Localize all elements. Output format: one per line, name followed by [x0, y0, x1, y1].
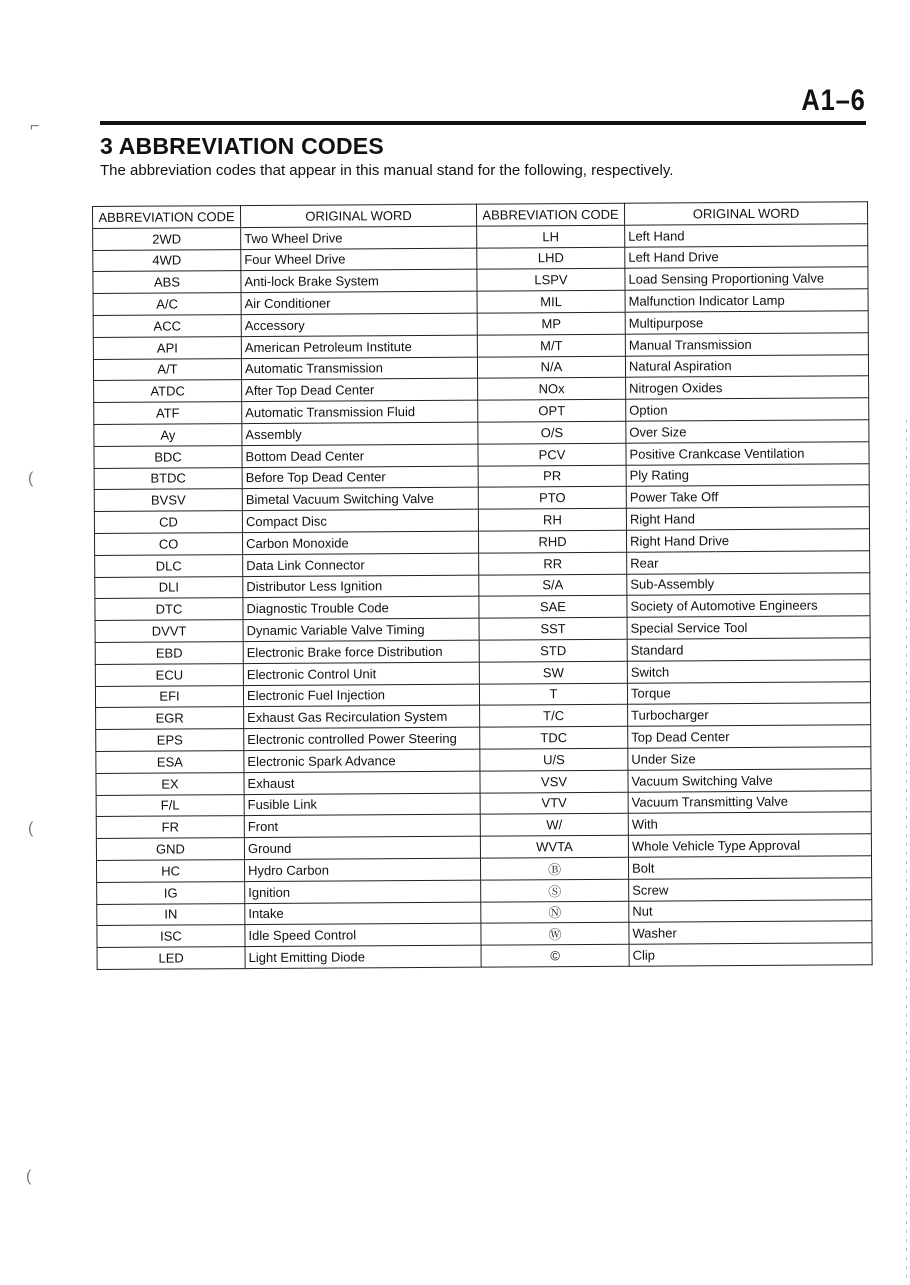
abbreviation-code-cell: LH — [477, 225, 625, 248]
header-original-word-left: ORIGINAL WORD — [241, 204, 477, 227]
original-word-cell: Idle Speed Control — [245, 923, 481, 946]
abbreviation-code-cell: BTDC — [94, 467, 242, 490]
original-word-cell: Compact Disc — [242, 509, 478, 532]
abbreviation-code-cell: EGR — [96, 707, 244, 730]
header-original-word-right: ORIGINAL WORD — [624, 202, 867, 225]
abbreviation-code-cell: BDC — [94, 445, 242, 468]
abbreviation-code-cell: ACC — [93, 315, 241, 338]
original-word-cell: Front — [244, 814, 480, 837]
abbreviation-code-cell: SAE — [479, 596, 627, 619]
abbreviation-code-cell: IG — [97, 881, 245, 904]
abbreviation-code-cell: ESA — [96, 751, 244, 774]
original-word-cell: Air Conditioner — [241, 291, 477, 314]
original-word-cell: Two Wheel Drive — [241, 226, 477, 249]
abbreviation-code-cell: CO — [95, 533, 243, 556]
original-word-cell: Rear — [627, 551, 870, 574]
scan-mark: ( — [28, 820, 34, 837]
original-word-cell: Standard — [627, 638, 870, 661]
abbreviation-code-cell: Ay — [94, 424, 242, 447]
original-word-cell: Anti-lock Brake System — [241, 270, 477, 293]
abbreviation-code-cell: LED — [97, 947, 245, 970]
abbreviation-code-cell: N/A — [477, 356, 625, 379]
abbreviation-code-cell: Ⓢ — [481, 879, 629, 902]
abbreviation-code-cell: EX — [96, 772, 244, 795]
original-word-cell: Right Hand Drive — [626, 529, 869, 552]
original-word-cell: Accessory — [241, 313, 477, 336]
original-word-cell: Whole Vehicle Type Approval — [628, 834, 871, 857]
abbreviation-code-cell: ISC — [97, 925, 245, 948]
abbreviation-code-cell: BVSV — [94, 489, 242, 512]
original-word-cell: Positive Crankcase Ventilation — [626, 442, 869, 465]
abbreviation-code-cell: EPS — [96, 729, 244, 752]
original-word-cell: Turbocharger — [628, 703, 871, 726]
original-word-cell: Electronic Fuel Injection — [243, 684, 479, 707]
scan-mark: ( — [28, 470, 34, 487]
abbreviation-code-cell: 4WD — [93, 249, 241, 272]
original-word-cell: Natural Aspiration — [625, 354, 868, 377]
abbreviation-code-cell: M/T — [477, 334, 625, 357]
abbreviation-code-cell: S/A — [479, 574, 627, 597]
original-word-cell: Top Dead Center — [628, 725, 871, 748]
original-word-cell: Special Service Tool — [627, 616, 870, 639]
original-word-cell: Power Take Off — [626, 485, 869, 508]
original-word-cell: Load Sensing Proportioning Valve — [625, 267, 868, 290]
page-number: A1–6 — [801, 84, 866, 117]
abbreviation-code-cell: DLI — [95, 576, 243, 599]
scan-mark: ( — [26, 1168, 32, 1185]
abbreviation-code-cell: PTO — [478, 487, 626, 510]
abbreviation-code-cell: HC — [96, 859, 244, 882]
original-word-cell: Bimetal Vacuum Switching Valve — [242, 488, 478, 511]
original-word-cell: Nut — [629, 899, 872, 922]
original-word-cell: Switch — [627, 659, 870, 682]
original-word-cell: American Petroleum Institute — [241, 335, 477, 358]
abbreviation-code-cell: MIL — [477, 290, 625, 313]
abbreviation-code-cell: T/C — [480, 705, 628, 728]
scan-edge — [906, 420, 907, 1280]
original-word-cell: Fusible Link — [244, 793, 480, 816]
original-word-cell: Vacuum Transmitting Valve — [628, 790, 871, 813]
original-word-cell: Right Hand — [626, 507, 869, 530]
abbreviation-code-cell: EFI — [95, 685, 243, 708]
abbreviation-code-cell: MP — [477, 312, 625, 335]
original-word-cell: Vacuum Switching Valve — [628, 768, 871, 791]
original-word-cell: Left Hand Drive — [625, 245, 868, 268]
abbreviation-code-cell: DTC — [95, 598, 243, 621]
original-word-cell: Multipurpose — [625, 311, 868, 334]
header-rule — [100, 121, 866, 125]
original-word-cell: Light Emitting Diode — [245, 945, 481, 968]
original-word-cell: Option — [626, 398, 869, 421]
abbreviation-code-cell: SST — [479, 617, 627, 640]
abbreviation-code-cell: A/T — [93, 358, 241, 381]
abbreviation-code-cell: FR — [96, 816, 244, 839]
original-word-cell: Automatic Transmission Fluid — [242, 400, 478, 423]
original-word-cell: Electronic Spark Advance — [244, 749, 480, 772]
abbreviation-code-cell: 2WD — [93, 227, 241, 250]
abbreviation-code-cell: DVVT — [95, 620, 243, 643]
original-word-cell: Over Size — [626, 420, 869, 443]
table-body — [93, 224, 873, 970]
original-word-cell: Sub-Assembly — [627, 572, 870, 595]
abbreviation-code-cell: ATDC — [94, 380, 242, 403]
original-word-cell: Exhaust Gas Recirculation System — [244, 705, 480, 728]
original-word-cell: Torque — [627, 681, 870, 704]
original-word-cell: Nitrogen Oxides — [626, 376, 869, 399]
abbreviation-code-cell: LHD — [477, 247, 625, 270]
original-word-cell: Ground — [244, 836, 480, 859]
abbreviation-code-cell: W/ — [480, 814, 628, 837]
original-word-cell: Intake — [245, 902, 481, 925]
original-word-cell: Bolt — [628, 856, 871, 879]
original-word-cell: With — [628, 812, 871, 835]
original-word-cell: Electronic Control Unit — [243, 662, 479, 685]
original-word-cell: Exhaust — [244, 771, 480, 794]
abbreviation-code-cell: Ⓝ — [481, 901, 629, 924]
abbreviation-code-cell: PR — [478, 465, 626, 488]
original-word-cell: Ply Rating — [626, 463, 869, 486]
abbreviation-code-cell: IN — [97, 903, 245, 926]
original-word-cell: Screw — [629, 877, 872, 900]
abbreviation-code-cell: DLC — [95, 554, 243, 577]
original-word-cell: Automatic Transmission — [241, 357, 477, 380]
abbreviation-code-cell: STD — [479, 639, 627, 662]
original-word-cell: Washer — [629, 921, 872, 944]
table-row — [97, 943, 872, 970]
abbreviation-code-cell: PCV — [478, 443, 626, 466]
abbreviation-code-cell: RH — [478, 508, 626, 531]
original-word-cell: Bottom Dead Center — [242, 444, 478, 467]
abbreviation-code-cell: ABS — [93, 271, 241, 294]
abbreviation-code-cell: ECU — [95, 663, 243, 686]
original-word-cell: Under Size — [628, 747, 871, 770]
abbreviation-code-cell: U/S — [480, 748, 628, 771]
abbreviation-table-container — [92, 201, 872, 970]
abbreviation-code-cell: O/S — [478, 421, 626, 444]
original-word-cell: Malfunction Indicator Lamp — [625, 289, 868, 312]
header-abbreviation-code-right: ABBREVIATION CODE — [476, 203, 624, 226]
abbreviation-code-cell: © — [481, 944, 629, 967]
header-abbreviation-code-left: ABBREVIATION CODE — [93, 206, 241, 229]
abbreviation-code-cell: T — [479, 683, 627, 706]
abbreviation-code-cell: RR — [479, 552, 627, 575]
original-word-cell: Before Top Dead Center — [242, 466, 478, 489]
abbreviation-code-cell: A/C — [93, 293, 241, 316]
original-word-cell: Ignition — [245, 880, 481, 903]
original-word-cell: Carbon Monoxide — [242, 531, 478, 554]
abbreviation-table — [92, 201, 873, 970]
original-word-cell: Four Wheel Drive — [241, 248, 477, 271]
scan-mark: ⌐ — [30, 118, 40, 135]
original-word-cell: Hydro Carbon — [244, 858, 480, 881]
abbreviation-code-cell: F/L — [96, 794, 244, 817]
abbreviation-code-cell: API — [93, 336, 241, 359]
section-title: 3 ABBREVIATION CODES — [100, 133, 384, 159]
section-intro: The abbreviation codes that appear in this manual stand for the following, respectively. — [100, 162, 674, 179]
abbreviation-code-cell: OPT — [478, 399, 626, 422]
original-word-cell: Dynamic Variable Valve Timing — [243, 618, 479, 641]
original-word-cell: Left Hand — [625, 224, 868, 247]
abbreviation-code-cell: Ⓦ — [481, 923, 629, 946]
original-word-cell: Manual Transmission — [625, 333, 868, 356]
abbreviation-code-cell: LSPV — [477, 269, 625, 292]
abbreviation-code-cell: SW — [479, 661, 627, 684]
original-word-cell: Clip — [629, 943, 872, 966]
abbreviation-code-cell: VSV — [480, 770, 628, 793]
abbreviation-code-cell: NOx — [478, 378, 626, 401]
abbreviation-code-cell: CD — [94, 511, 242, 534]
original-word-cell: Society of Automotive Engineers — [627, 594, 870, 617]
abbreviation-code-cell: TDC — [480, 726, 628, 749]
abbreviation-code-cell: GND — [96, 838, 244, 861]
abbreviation-code-cell: VTV — [480, 792, 628, 815]
abbreviation-code-cell: WVTA — [480, 835, 628, 858]
original-word-cell: Data Link Connector — [243, 553, 479, 576]
abbreviation-code-cell: Ⓑ — [480, 857, 628, 880]
original-word-cell: Diagnostic Trouble Code — [243, 596, 479, 619]
abbreviation-code-cell: RHD — [478, 530, 626, 553]
abbreviation-code-cell: EBD — [95, 642, 243, 665]
abbreviation-code-cell: ATF — [94, 402, 242, 425]
original-word-cell: Distributor Less Ignition — [243, 575, 479, 598]
original-word-cell: Assembly — [242, 422, 478, 445]
original-word-cell: After Top Dead Center — [242, 379, 478, 402]
original-word-cell: Electronic controlled Power Steering — [244, 727, 480, 750]
original-word-cell: Electronic Brake force Distribution — [243, 640, 479, 663]
